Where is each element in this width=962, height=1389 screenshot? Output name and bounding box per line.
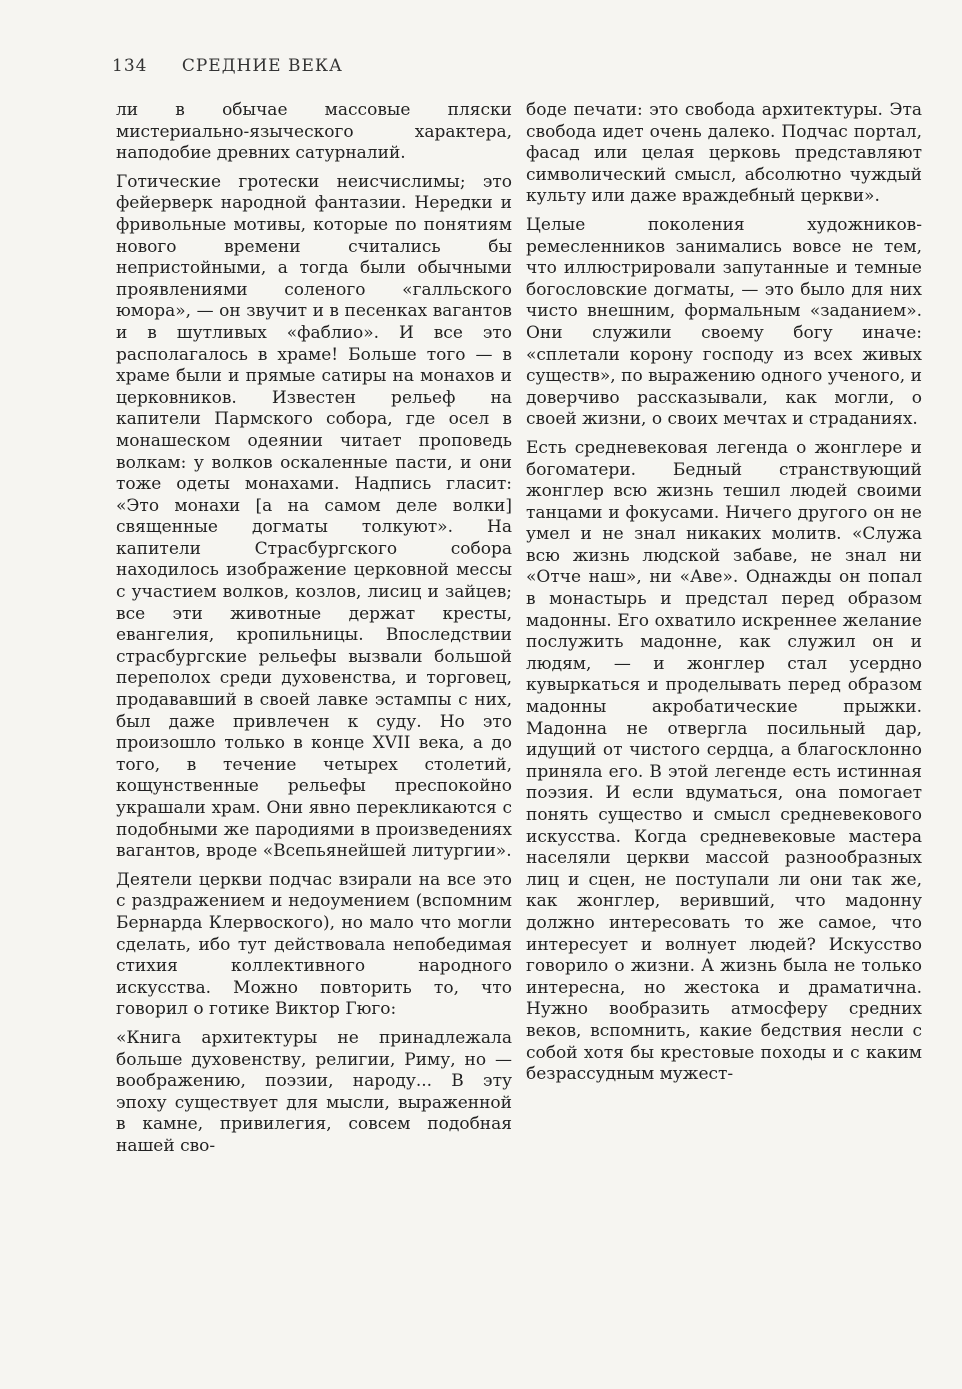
paragraph: боде печати: это свобода архитектуры. Эта свобода идет очень далеко. Подчас портал, фасад или целая церковь представляют символический смысл, абсолютно чуждый культу или даже враждебный церкви». [526, 100, 922, 207]
running-title: СРЕДНИЕ ВЕКА [181, 56, 343, 76]
paragraph: Есть средневековая легенда о жонглере и богоматери. Бедный странствующий жонглер всю жизнь тешил людей своими танцами и фокусами. Ничего другого он не умел и не знал никаких молитв. «Служа всю жизнь людской забаве, не знал ни «Отче наш», ни «Аве». Однажды он попал в монастырь и предстал перед образом мадонны. Его охватило искреннее желание послужить мадонне, как служил он и людям, — и жонглер стал усердно кувыркаться и проделывать перед образом мадонны акробатические прыжки. Мадонна не отвергла посильный дар, идущий от чистого сердца, а благосклонно приняла его. В этой легенде есть истинная поэзия. И если вдуматься, она помогает понять существо и смысл средневекового искусства. Когда средневековые мастера населяли церкви массой разнообразных лиц и сцен, не поступали ли они так же, как жонглер, веривший, что мадонну должно интересовать то же самое, что интересует и волнует людей? Искусство говорило о жизни. А жизнь была не только интересна, но жестока и драматична. Нужно вообразить атмосферу средних веков, вспомнить, какие бедствия несли с собой хотя бы крестовые походы и с каким безрассудным мужест- [526, 437, 922, 1085]
running-header [112, 56, 343, 76]
page-number: 134 [112, 56, 148, 76]
paragraph: Целые поколения художников-ремесленников занимались вовсе не тем, что иллюстрировали запутанные и темные богословские догматы, — это было для них чисто внешним, формальным «заданием». Они служили своему богу иначе: «сплетали корону господу из всех живых существ», по выражению одного ученого, и доверчиво рассказывали, как могли, о своей жизни, о своих мечтах и страданиях. [526, 214, 922, 430]
paragraph: Деятели церкви подчас взирали на все это с раздражением и недоумением (вспомним Бернарда Клервоского), но мало что могли сделать, ибо тут действовала непобедимая стихия коллективного народного искусства. Можно повторить то, что говорил о готике Виктор Гюго: [116, 869, 512, 1020]
paragraph: «Книга архитектуры не принадлежала больше духовенству, религии, Риму, но — воображению, поэзии, народу... В эту эпоху существует для мысли, выраженной в камне, привилегия, совсем подобная нашей сво- [116, 1027, 512, 1156]
paragraph: Готические гротески неисчислимы; это фейерверк народной фантазии. Нередки и фривольные мотивы, которые по понятиям нового времени считались бы непристойными, а тогда были обычными проявлениями соленого «галльского юмора», — он звучит и в песенках вагантов и в шутливых «фаблио». И все это располагалось в храме! Больше того — в храме были и прямые сатиры на монахов и церковников. Известен рельеф на капители Пармского собора, где осел в монашеском одеянии читает проповедь волкам: у волков оскаленные пасти, и они тоже одеты монахами. Надпись гласит: «Это монахи [а на самом деле волки] священные догматы толкуют». На капители Страсбургского собора находилось изображение церковной мессы с участием волков, козлов, лисиц и зайцев; все эти животные держат кресты, евангелия, кропильницы. Впоследствии страсбургские рельефы вызвали большой переполох среди духовенства, и торговец, продававший в своей лавке эстампы с них, был даже привлечен к суду. Но это произошло только в конце XVII века, а до того, в течение четырех столетий, кощунственные рельефы преспокойно украшали храм. Они явно перекликаются с подобными же пародиями в произведениях вагантов, вроде «Всепьянейшей литургии». [116, 171, 512, 862]
right-column [526, 100, 922, 1093]
left-column [116, 100, 512, 1165]
paragraph: ли в обычае массовые пляски мистериально-языческого характера, наподобие древних сатурналий. [116, 100, 512, 164]
